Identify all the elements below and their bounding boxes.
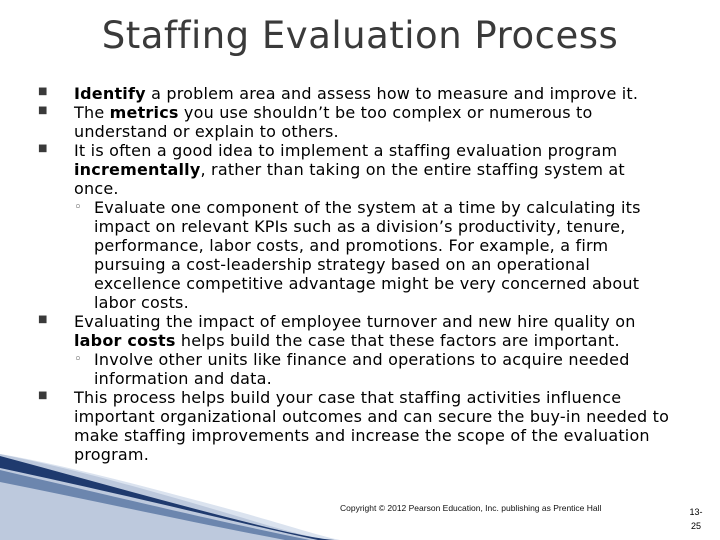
bullet-icon: ■ (38, 86, 48, 97)
copyright-notice: Copyright © 2012 Pearson Education, Inc. publishing as Prentice Hall (340, 503, 602, 513)
bullet-icon: ■ (38, 143, 48, 154)
bullet-icon: ■ (38, 390, 48, 401)
bullet-2: ■ The metrics you use shouldn’t be too complex or numerous to understand or explain to others. (38, 103, 593, 141)
bullet-icon: ■ (38, 105, 48, 116)
bold-term: incrementally (74, 160, 201, 179)
slide-body (38, 84, 670, 464)
sub-bullet-marker: ◦ (74, 200, 82, 215)
sub-bullet-1: ◦ Evaluate one component of the system at a time by calculating its impact on relevant KPIs such as a division’s productivity, tenure, performance, labor costs, and promotions. For example, a firm pursuing a cost-leadership strategy based on an operational excellence competitive advantage might be very concerned about labor costs. (74, 198, 641, 312)
bullet-3: ■ It is often a good idea to implement a staffing evaluation program incrementally, rather than taking on the entire staffing system at once. (38, 141, 625, 198)
bold-term: Identify (74, 84, 146, 103)
bullet-4: ■ Evaluating the impact of employee turnover and new hire quality on labor costs helps build the case that these factors are important. (38, 312, 636, 350)
sub-bullet-marker: ◦ (74, 352, 82, 367)
bullet-icon: ■ (38, 314, 48, 325)
slide-title: Staffing Evaluation Process (101, 14, 619, 57)
bullet-5: ■ This process helps build your case that staffing activities influence important organizational outcomes and can secure the buy-in needed to make staffing improvements and increase the scope of the evaluation program. (38, 388, 670, 464)
bullet-1: ■ Identify a problem area and assess how to measure and improve it. (38, 84, 639, 103)
sub-bullet-2: ◦ Involve other units like finance and operations to acquire needed information and data. (74, 350, 630, 388)
bold-term: labor costs (74, 331, 176, 350)
page-number: 13- 25 (689, 507, 703, 531)
bold-term: metrics (109, 103, 179, 122)
decorative-swoosh (0, 440, 720, 540)
